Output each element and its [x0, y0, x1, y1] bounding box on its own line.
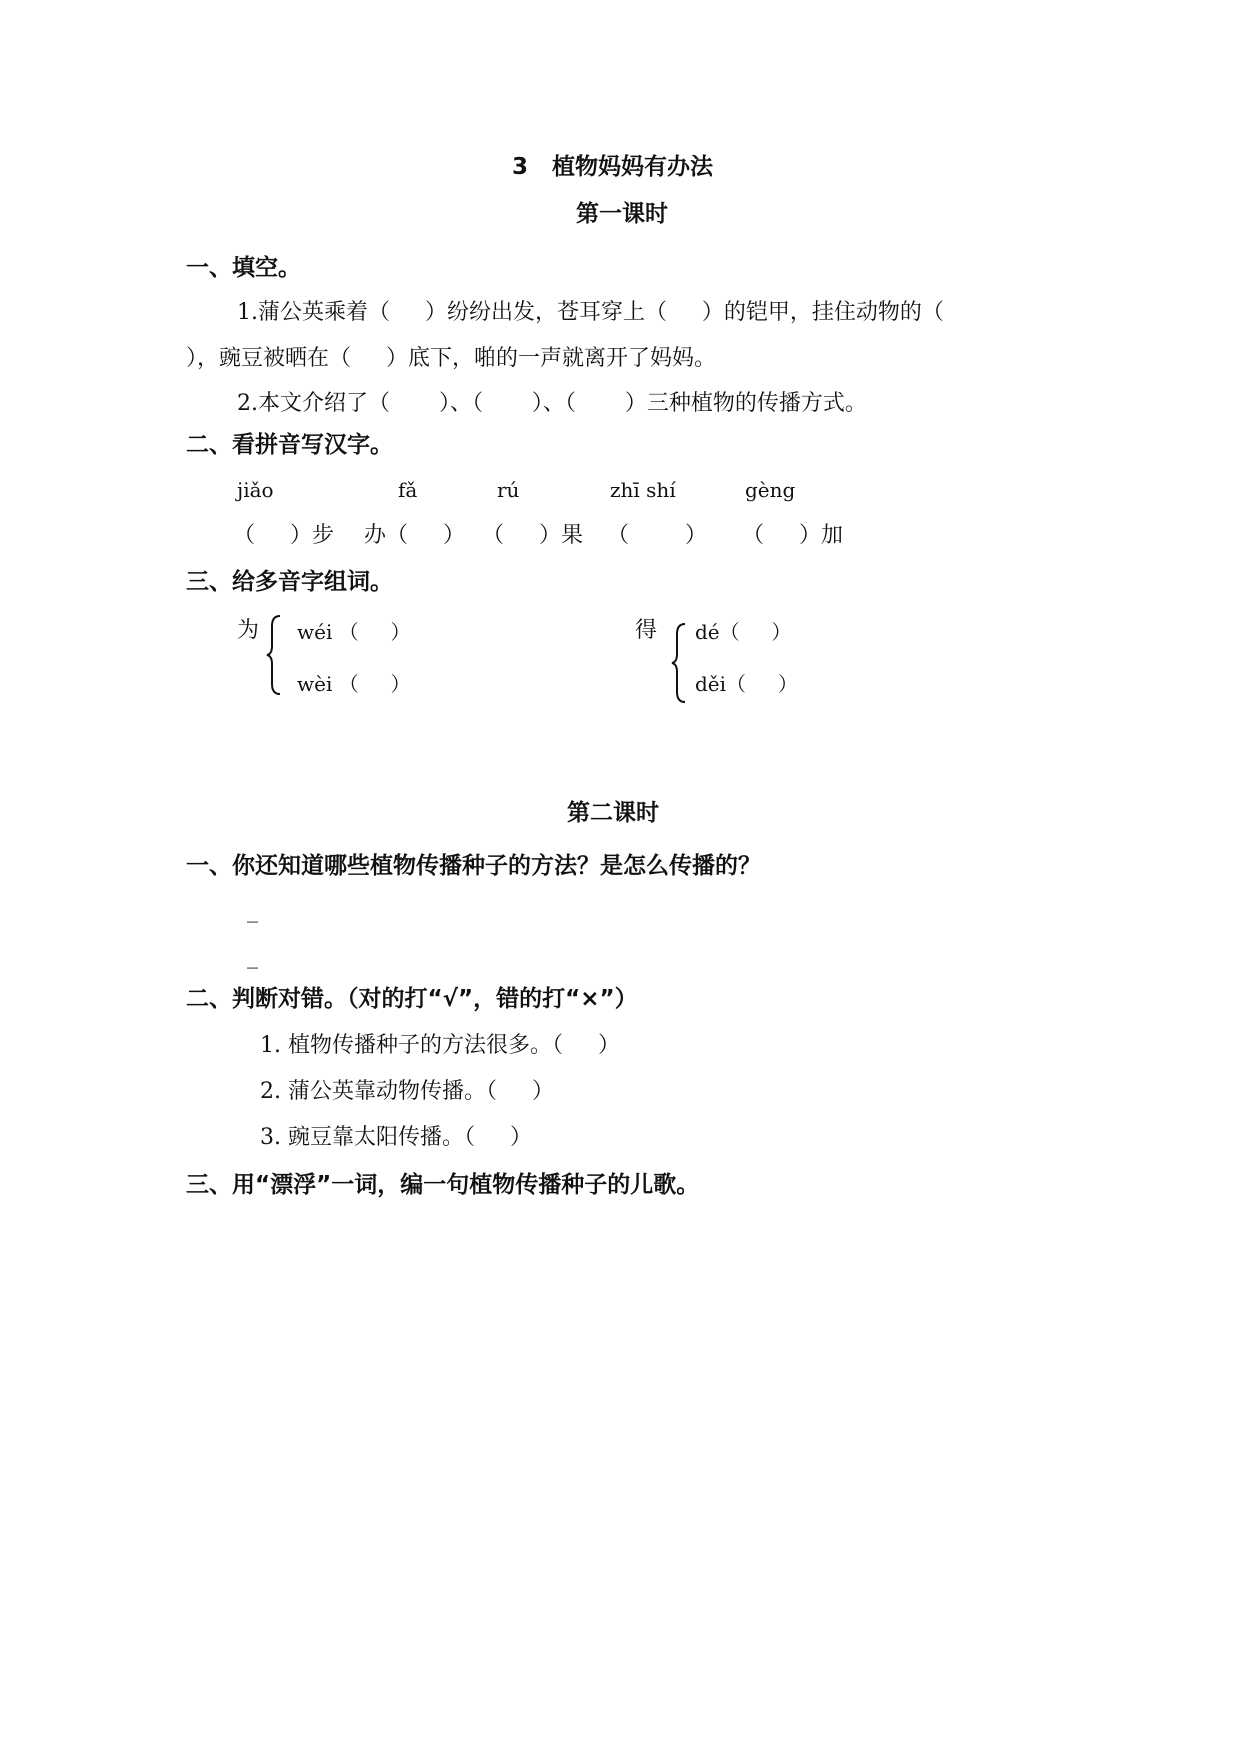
question-1-line-2: ），豌豆被晒在（ ）底下，啪的一声就离开了妈妈。	[186, 346, 716, 371]
pinyin-blank-2: 办（ ）	[364, 523, 465, 548]
pinyin-2: fǎ	[398, 478, 418, 502]
pinyin-3: rú	[497, 478, 520, 502]
pinyin-4: zhī shí	[610, 478, 676, 502]
pinyin-blank-3: （ ）果	[482, 523, 583, 548]
answer-line-2: _	[247, 944, 258, 969]
lesson2-subtitle: 第二课时	[567, 800, 659, 826]
left-brace-1	[266, 614, 282, 696]
pinyin-blank-1: （ ）步	[233, 523, 334, 548]
pinyin-5: gèng	[745, 478, 796, 502]
true-false-item-3: 3. 豌豆靠太阳传播。（ ）	[260, 1125, 532, 1150]
polyphone-char-wei: 为	[237, 618, 260, 643]
pinyin-1: jiǎo	[237, 478, 274, 502]
section-heading-polyphone: 三、给多音字组词。	[186, 569, 393, 595]
true-false-item-1: 1. 植物传播种子的方法很多。（ ）	[260, 1033, 620, 1058]
section-heading-fill-blank: 一、填空。	[186, 255, 301, 281]
reading-wei-2: wéi （ ）	[297, 620, 411, 644]
question-2: 2.本文介绍了（ ）、（ ）、（ ）三种植物的传播方式。	[237, 391, 867, 416]
left-brace-2	[671, 622, 687, 704]
section-heading-nursery-rhyme: 三、用“漂浮”一词，编一句植物传播种子的儿歌。	[186, 1172, 700, 1198]
question-1-line-1: 1.蒲公英乘着（ ）纷纷出发，苍耳穿上（ ）的铠甲，挂住动物的（	[237, 300, 944, 325]
reading-wei-4: wèi （ ）	[297, 672, 411, 696]
true-false-item-2: 2. 蒲公英靠动物传播。（ ）	[260, 1079, 554, 1104]
pinyin-blank-5: （ ）加	[742, 523, 843, 548]
answer-line-1: _	[247, 898, 258, 923]
lesson1-subtitle: 第一课时	[576, 201, 668, 227]
page-title: 3 植物妈妈有办法	[512, 154, 714, 180]
polyphone-char-de: 得	[635, 618, 658, 643]
section-heading-true-false: 二、判断对错。（对的打“√”，错的打“×”）	[186, 986, 638, 1012]
pinyin-blank-4: （ ）	[607, 523, 707, 548]
reading-dei: děi（ ）	[695, 672, 798, 696]
section-heading-pinyin: 二、看拼音写汉字。	[186, 432, 393, 458]
reading-de: dé（ ）	[695, 620, 792, 644]
section-heading-seed-methods: 一、你还知道哪些植物传播种子的方法？是怎么传播的？	[186, 853, 761, 879]
